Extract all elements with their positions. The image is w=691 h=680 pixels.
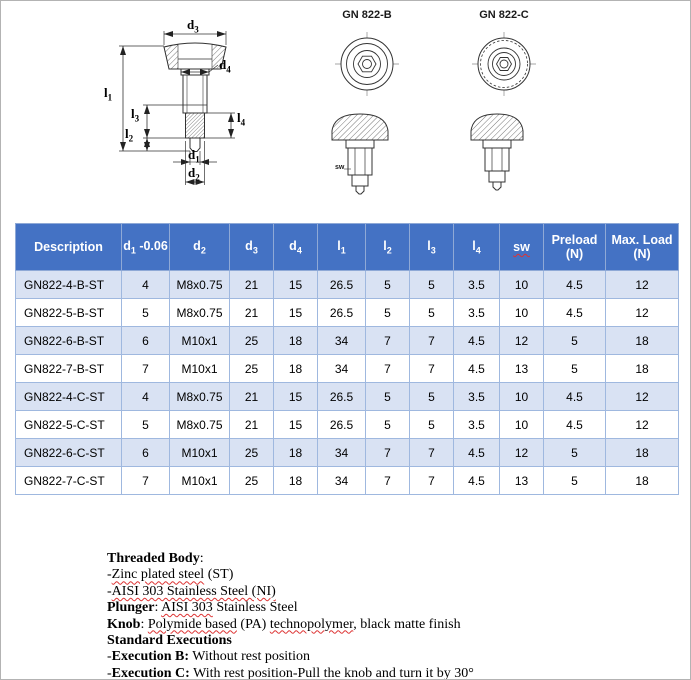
cell-value: 7 [122,467,170,495]
col-header-preload: Preload (N) [544,224,606,271]
cell-value: M10x1 [170,355,230,383]
cell-value: 5 [410,411,454,439]
cell-description: GN822-4-C-ST [16,383,122,411]
note-line: -AISI 303 Stainless Steel (NI) [107,583,276,599]
cell-value: 5 [544,439,606,467]
cell-value: 18 [274,439,318,467]
cell-value: 5 [544,467,606,495]
dim-label-l1: $l_1$ [104,85,113,103]
cell-value: 7 [410,327,454,355]
cell-value: M10x1 [170,467,230,495]
gn822b-top-view [335,32,399,96]
cell-value: 12 [500,327,544,355]
cell-value: 13 [500,355,544,383]
dim-label-l3: $l_3$ [131,106,140,124]
cell-value: 18 [606,439,679,467]
cell-value: 7 [410,467,454,495]
col-header-sw: sw [500,224,544,271]
cell-description: GN822-4-B-ST [16,271,122,299]
cell-value: 18 [606,467,679,495]
cell-value: 10 [500,411,544,439]
cell-value: 6 [122,327,170,355]
table-row [16,327,679,355]
cell-value: 3.5 [454,383,500,411]
cell-value: 4.5 [454,439,500,467]
cell-value: 12 [606,411,679,439]
note-line: Threaded Body: [107,551,204,566]
note-line: -Execution C: With rest position-Pull the knob and turn it by 30° [107,665,474,680]
cell-value: 5 [122,411,170,439]
cell-value: 26.5 [318,383,366,411]
table-row [16,271,679,299]
cell-value: 3.5 [454,271,500,299]
cell-value: M8x0.75 [170,383,230,411]
cell-value: 25 [230,439,274,467]
cell-value: 10 [500,383,544,411]
cell-value: 7 [410,439,454,467]
cell-value: 18 [274,327,318,355]
dim-label-l4: $l_4$ [237,110,246,128]
cell-value: 18 [606,327,679,355]
cell-value: 21 [230,299,274,327]
cell-value: 4.5 [544,299,606,327]
cell-value: 4.5 [544,383,606,411]
cell-value: 6 [122,439,170,467]
cell-value: 34 [318,355,366,383]
spec-table [15,223,679,495]
cell-value: M10x1 [170,439,230,467]
dim-label-d2: $d_2$ [188,165,200,183]
cell-value: 5 [410,271,454,299]
cell-value: M8x0.75 [170,299,230,327]
cell-value: 7 [122,355,170,383]
cell-value: 12 [500,439,544,467]
cell-value: 15 [274,299,318,327]
cell-value: 4.5 [544,411,606,439]
col-header-description: Description [16,224,122,271]
cell-value: 26.5 [318,411,366,439]
cell-value: 25 [230,467,274,495]
notes [107,551,627,680]
cell-value: 5 [410,383,454,411]
view-title-gn822b: GN 822-B [342,9,392,21]
cell-description: GN822-6-B-ST [16,327,122,355]
gn822b-side-view [332,114,388,194]
cell-value: 18 [274,355,318,383]
cell-value: 5 [366,271,410,299]
cell-value: 4.5 [454,467,500,495]
cell-value: 10 [500,271,544,299]
cell-value: 3.5 [454,411,500,439]
cell-value: 4 [122,383,170,411]
cell-value: 21 [230,383,274,411]
technical-drawing-svg [1,1,691,217]
cell-value: 7 [366,439,410,467]
cell-value: 10 [500,299,544,327]
cell-description: GN822-7-C-ST [16,467,122,495]
note-line: Plunger: AISI 303 Stainless Steel [107,600,298,616]
table-row [16,383,679,411]
cell-description: GN822-7-B-ST [16,355,122,383]
note-line: -Execution B: Without rest position [107,649,310,665]
gn822c-top-view [472,32,536,96]
dim-label-d1: $d_1$ [188,147,200,165]
cell-value: 12 [606,299,679,327]
dim-label-d3: $d_3$ [187,17,199,35]
col-header-l4: $l_4$ [454,224,500,271]
cell-value: 34 [318,327,366,355]
col-header-d1: $d_1$ -0.06 [122,224,170,271]
col-header-l1: $l_1$ [318,224,366,271]
table-body [16,271,679,495]
table-row [16,299,679,327]
cell-value: 4 [122,271,170,299]
cell-value: 15 [274,271,318,299]
cell-value: 5 [122,299,170,327]
cell-value: 15 [274,411,318,439]
cell-value: 15 [274,383,318,411]
cell-value: 21 [230,411,274,439]
cell-value: 26.5 [318,271,366,299]
col-header-d2: $d_2$ [170,224,230,271]
cell-value: 13 [500,467,544,495]
cell-value: 25 [230,327,274,355]
table-row [16,355,679,383]
note-line: Standard Executions [107,633,232,649]
view-title-gn822c: GN 822-C [479,9,529,21]
main-section-view [164,43,226,152]
cell-description: GN822-6-C-ST [16,439,122,467]
cell-value: 4.5 [544,271,606,299]
cell-value: 21 [230,271,274,299]
sw-label: sw [335,164,345,171]
cell-value: 18 [274,467,318,495]
dim-label-d4: $d_4$ [219,57,231,75]
table-row [16,439,679,467]
cell-value: 7 [366,327,410,355]
cell-value: 34 [318,467,366,495]
table-row [16,411,679,439]
cell-description: GN822-5-C-ST [16,411,122,439]
cell-value: 7 [410,355,454,383]
dim-label-l2: $l_2$ [125,126,134,144]
gn822c-side-view [471,114,523,190]
cell-value: M8x0.75 [170,411,230,439]
drawing-band [1,1,691,217]
col-header-l3: $l_3$ [410,224,454,271]
cell-description: GN822-5-B-ST [16,299,122,327]
cell-value: 25 [230,355,274,383]
cell-value: 12 [606,383,679,411]
cell-value: 7 [366,355,410,383]
note-line: -Zinc plated steel (ST) [107,567,234,583]
col-header-d3: $d_3$ [230,224,274,271]
cell-value: 5 [366,411,410,439]
header-row [16,224,679,271]
cell-value: 3.5 [454,299,500,327]
cell-value: 4.5 [454,355,500,383]
cell-value: 12 [606,271,679,299]
cell-value: 4.5 [454,327,500,355]
cell-value: M8x0.75 [170,271,230,299]
col-header-l2: $l_2$ [366,224,410,271]
col-header-maxload: Max. Load (N) [606,224,679,271]
cell-value: 5 [544,355,606,383]
note-line: Knob: Polymide based (PA) technopolymer, black matte finish [107,616,461,632]
cell-value: 18 [606,355,679,383]
cell-value: 5 [366,383,410,411]
cell-value: 34 [318,439,366,467]
col-header-d4: $d_4$ [274,224,318,271]
cell-value: M10x1 [170,327,230,355]
cell-value: 26.5 [318,299,366,327]
cell-value: 5 [410,299,454,327]
cell-value: 5 [544,327,606,355]
cell-value: 5 [366,299,410,327]
cell-value: 7 [366,467,410,495]
table-row [16,467,679,495]
